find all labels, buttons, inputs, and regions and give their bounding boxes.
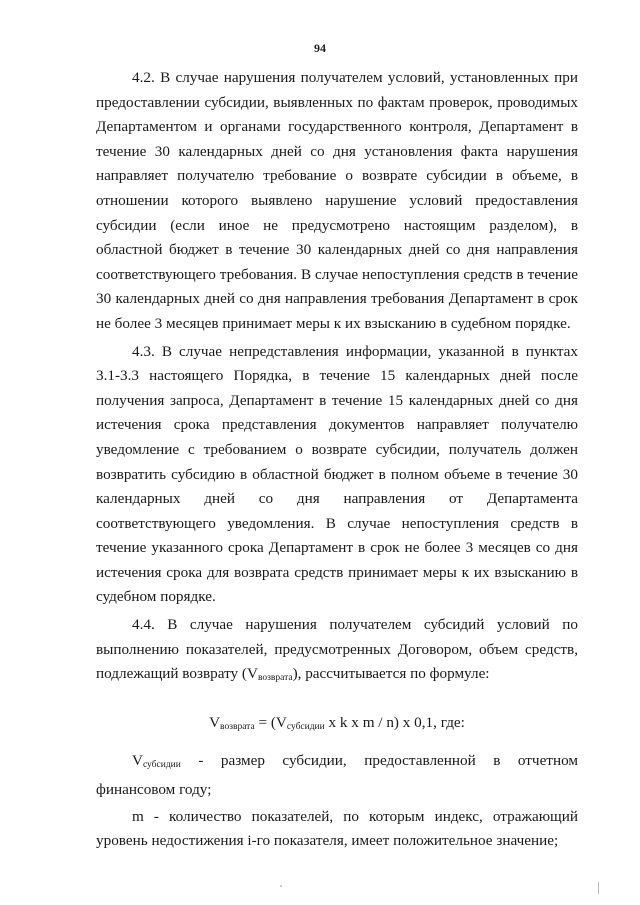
formula-eq-open: = (V <box>254 713 287 731</box>
document-body <box>96 66 578 857</box>
paragraph-4-2: 4.2. В случае нарушения получателем условий, установленных при предоставлении субсидии, выявленных по фактам проверок, проводимых Департаментом и органами государственного контроля, Департамент в течение 30 календарных дней со дня установления факта нарушения направляет получателю требование о возврате субсидии в объеме, в отношении которого выявлено нарушение условий предоставления субсидии (если иное не предусмотрено настоящим разделом), в областной бюджет в течение 30 календарных дней со дня направления соответствующего требования. В случае непоступления средств в течение 30 календарных дней со дня направления требования Департамент в срок не более 3 месяцев принимает меры к их взысканию в судебном порядке. <box>96 69 578 332</box>
formula-rhs-rest: x k x m / n) x 0,1, где: <box>324 713 465 731</box>
definition-v-text: - размер субсидии, предоставленной в отчетном финансовом году; <box>96 752 578 799</box>
scan-dust-mark <box>280 885 282 887</box>
formula-rhs-subscript: субсидии <box>286 721 325 732</box>
definition-v-var: V <box>132 752 143 770</box>
return-formula <box>96 711 578 740</box>
definition-m: m - количество показателей, по которым индекс, отражающий уровень недостижения i-го показателя, имеет положительное значение; <box>96 807 578 850</box>
paragraph-4-4 <box>96 613 578 691</box>
paragraph-4-4-text-end: ), рассчитывается по формуле: <box>292 665 490 683</box>
formula-lhs-subscript: возврата <box>220 721 255 732</box>
paragraph-4-4-text-start: 4.4. В случае нарушения получателем субсидий условий по выполнению показателей, предусмотренных Договором, объем средств, подлежащий возврату (V <box>96 616 578 683</box>
paragraph-4-4-subscript: возврата <box>257 673 293 684</box>
page-number: 94 <box>314 41 326 55</box>
formula-lhs-var: V <box>209 713 221 731</box>
paragraph-4-3: 4.3. В случае непредставления информации, указанной в пунктах 3.1-3.3 настоящего Порядка, в течение 15 календарных дней после получения запроса, Департамент в течение 15 календарных дней со дня истечения срока представления документов направляет получателю уведомление с требованием о возврате субсидии, получатель должен возвратить субсидию в областной бюджет в полном объеме в течение 30 календарных дней со дня направления от Департамента соответствующего уведомления. В случае непоступления средств в течение указанного срока Департамент в срок не более 3 месяцев со дня истечения срока для возврата средств принимает меры к их взысканию в судебном порядке. <box>96 342 578 606</box>
definition-v-subsidy <box>96 749 578 802</box>
scan-edge-mark <box>598 882 599 894</box>
definition-v-subscript: субсидии <box>142 760 181 771</box>
